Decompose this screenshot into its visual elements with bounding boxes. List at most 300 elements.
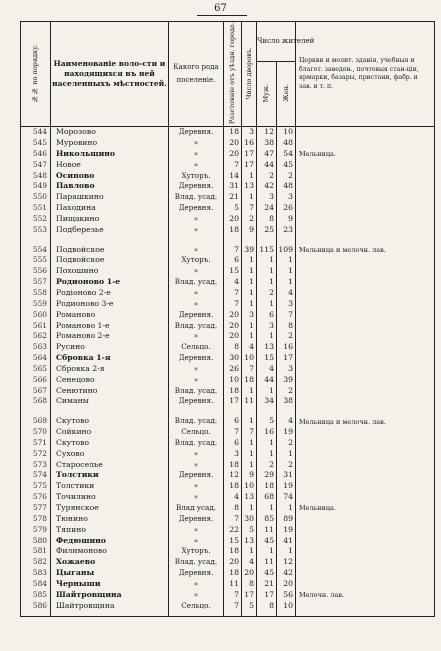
table-row bbox=[21, 438, 435, 449]
distance-value: 15 bbox=[224, 536, 242, 547]
notes-value: Мельница. bbox=[296, 149, 435, 160]
spacer-cell bbox=[277, 236, 296, 245]
households-value: 1 bbox=[242, 331, 257, 342]
notes-value bbox=[296, 353, 435, 364]
male-value: 68 bbox=[257, 492, 277, 503]
table-row bbox=[21, 386, 435, 397]
distance-value: 7 bbox=[224, 514, 242, 525]
female-value: 45 bbox=[277, 160, 296, 171]
header-male: Муж. bbox=[257, 61, 277, 126]
female-value: 2 bbox=[277, 386, 296, 397]
settlement-name: Романово 2-е bbox=[51, 331, 169, 342]
settlement-kind: Влад усад. bbox=[169, 503, 224, 514]
female-value: 20 bbox=[277, 579, 296, 590]
table-row bbox=[21, 460, 435, 471]
settlement-kind: Деревня. bbox=[169, 568, 224, 579]
end-cell bbox=[277, 611, 296, 617]
table-row bbox=[21, 557, 435, 568]
settlement-kind: » bbox=[169, 375, 224, 386]
table-row bbox=[21, 546, 435, 557]
female-value: 17 bbox=[277, 353, 296, 364]
female-value: 3 bbox=[277, 364, 296, 375]
households-value: 5 bbox=[242, 525, 257, 536]
settlement-name: Сухово bbox=[51, 449, 169, 460]
notes-value bbox=[296, 449, 435, 460]
settlement-kind: Хуторъ. bbox=[169, 171, 224, 182]
table-row bbox=[21, 590, 435, 601]
female-value: 8 bbox=[277, 321, 296, 332]
distance-value: 8 bbox=[224, 503, 242, 514]
header-notes: Церкви и молит. зданія, учебныя и благот. заведен., почтовыя стан-ціи, ярмарки, базары, пристани, фабр. и зав. и т. п. bbox=[296, 22, 435, 127]
settlement-kind: Хуторъ. bbox=[169, 255, 224, 266]
female-value: 16 bbox=[277, 342, 296, 353]
table-row bbox=[21, 255, 435, 266]
table-body bbox=[21, 127, 435, 617]
settlement-name: Паходина bbox=[51, 203, 169, 214]
table-row bbox=[21, 579, 435, 590]
settlement-name: Цыганы bbox=[51, 568, 169, 579]
table-row bbox=[21, 245, 435, 256]
row-number: 586 bbox=[21, 601, 51, 612]
table-row bbox=[21, 266, 435, 277]
row-number: 582 bbox=[21, 557, 51, 568]
settlements-table bbox=[20, 21, 435, 617]
settlement-name: Сойкино bbox=[51, 427, 169, 438]
settlement-name: Точилино bbox=[51, 492, 169, 503]
distance-value: 15 bbox=[224, 266, 242, 277]
settlement-kind: Сельцо. bbox=[169, 427, 224, 438]
row-number: 545 bbox=[21, 138, 51, 149]
end-cell bbox=[224, 611, 242, 617]
end-cell bbox=[21, 611, 51, 617]
distance-value: 11 bbox=[224, 579, 242, 590]
distance-value: 7 bbox=[224, 601, 242, 612]
row-number: 556 bbox=[21, 266, 51, 277]
spacer-cell bbox=[296, 407, 435, 416]
settlement-name: Морозово bbox=[51, 127, 169, 138]
notes-value bbox=[296, 601, 435, 612]
male-value: 15 bbox=[257, 353, 277, 364]
notes-value bbox=[296, 266, 435, 277]
table-row bbox=[21, 299, 435, 310]
end-cell bbox=[169, 611, 224, 617]
settlement-kind: » bbox=[169, 449, 224, 460]
notes-value bbox=[296, 438, 435, 449]
distance-value: 31 bbox=[224, 181, 242, 192]
male-value: 2 bbox=[257, 460, 277, 471]
distance-value: 30 bbox=[224, 353, 242, 364]
male-value: 4 bbox=[257, 364, 277, 375]
table-row bbox=[21, 503, 435, 514]
spacer-cell bbox=[51, 236, 169, 245]
settlement-name: Родіоново 2-е bbox=[51, 288, 169, 299]
row-number: 552 bbox=[21, 214, 51, 225]
female-value: 10 bbox=[277, 601, 296, 612]
end-cell bbox=[296, 611, 435, 617]
table-row bbox=[21, 427, 435, 438]
households-value: 4 bbox=[242, 342, 257, 353]
notes-value bbox=[296, 492, 435, 503]
male-value: 34 bbox=[257, 396, 277, 407]
female-value: 109 bbox=[277, 245, 296, 256]
settlement-kind: « bbox=[169, 525, 224, 536]
male-value: 2 bbox=[257, 288, 277, 299]
notes-value bbox=[296, 203, 435, 214]
settlement-name: Осипово bbox=[51, 171, 169, 182]
households-value: 2 bbox=[242, 214, 257, 225]
notes-value bbox=[296, 181, 435, 192]
settlement-name: Сенецово bbox=[51, 375, 169, 386]
settlement-kind: Хуторъ. bbox=[169, 546, 224, 557]
settlement-name: Романово bbox=[51, 310, 169, 321]
table-row bbox=[21, 127, 435, 138]
male-value: 21 bbox=[257, 579, 277, 590]
spacer-cell bbox=[242, 236, 257, 245]
spacer-cell bbox=[21, 407, 51, 416]
households-value: 1 bbox=[242, 255, 257, 266]
notes-value bbox=[296, 557, 435, 568]
female-value: 3 bbox=[277, 192, 296, 203]
settlement-name: Родионово 1-е bbox=[51, 277, 169, 288]
table-row bbox=[21, 331, 435, 342]
notes-value bbox=[296, 568, 435, 579]
male-value: 47 bbox=[257, 149, 277, 160]
spacer-cell bbox=[21, 236, 51, 245]
row-spacer bbox=[21, 407, 435, 416]
settlement-name: Староселье bbox=[51, 460, 169, 471]
distance-value: 12 bbox=[224, 470, 242, 481]
distance-value: 6 bbox=[224, 416, 242, 427]
settlement-name: Сбровка 1-я bbox=[51, 353, 169, 364]
table-row bbox=[21, 601, 435, 612]
spacer-cell bbox=[169, 236, 224, 245]
distance-value: 6 bbox=[224, 255, 242, 266]
header-population: Число жителей bbox=[257, 22, 296, 62]
row-number: 555 bbox=[21, 255, 51, 266]
header-name: Наименованіе воло-сти и находящихся въ ней населенныхъ мѣстностей. bbox=[51, 22, 169, 127]
table-row bbox=[21, 310, 435, 321]
settlement-name: Толстики bbox=[51, 470, 169, 481]
spacer-cell bbox=[257, 407, 277, 416]
female-value: 42 bbox=[277, 568, 296, 579]
table-row bbox=[21, 396, 435, 407]
female-value: 4 bbox=[277, 416, 296, 427]
row-number: 575 bbox=[21, 481, 51, 492]
row-number: 553 bbox=[21, 225, 51, 236]
distance-value: 26 bbox=[224, 364, 242, 375]
settlement-name: Парашкино bbox=[51, 192, 169, 203]
spacer-cell bbox=[296, 236, 435, 245]
distance-value: 14 bbox=[224, 171, 242, 182]
settlement-name: Подберезье bbox=[51, 225, 169, 236]
male-value: 115 bbox=[257, 245, 277, 256]
female-value: 23 bbox=[277, 225, 296, 236]
header-number: №№ по порядку. bbox=[21, 22, 51, 127]
row-number: 583 bbox=[21, 568, 51, 579]
row-number: 546 bbox=[21, 149, 51, 160]
row-number: 558 bbox=[21, 288, 51, 299]
row-number: 578 bbox=[21, 514, 51, 525]
households-value: 1 bbox=[242, 386, 257, 397]
households-value: 8 bbox=[242, 579, 257, 590]
table-row bbox=[21, 536, 435, 547]
row-number: 564 bbox=[21, 353, 51, 364]
header-distance: Разстояніе отъ уѣздн. города. bbox=[224, 22, 242, 127]
male-value: 8 bbox=[257, 601, 277, 612]
households-value: 7 bbox=[242, 364, 257, 375]
distance-value: 6 bbox=[224, 438, 242, 449]
header-female: Жен. bbox=[277, 61, 296, 126]
households-value: 1 bbox=[242, 299, 257, 310]
distance-value: 20 bbox=[224, 138, 242, 149]
settlement-kind: Влад. усад. bbox=[169, 386, 224, 397]
settlement-name: Шайтровщина bbox=[51, 601, 169, 612]
female-value: 1 bbox=[277, 255, 296, 266]
settlement-name: Подвойское bbox=[51, 245, 169, 256]
row-number: 567 bbox=[21, 386, 51, 397]
female-value: 7 bbox=[277, 310, 296, 321]
table-row bbox=[21, 171, 435, 182]
households-value: 1 bbox=[242, 449, 257, 460]
settlement-kind: Влад. усад. bbox=[169, 277, 224, 288]
distance-value: 7 bbox=[224, 590, 242, 601]
notes-value bbox=[296, 192, 435, 203]
settlement-name: Турянское bbox=[51, 503, 169, 514]
settlement-kind: Влад. усад. bbox=[169, 416, 224, 427]
households-value: 13 bbox=[242, 181, 257, 192]
settlement-kind: Влад. усад. bbox=[169, 321, 224, 332]
households-value: 1 bbox=[242, 277, 257, 288]
page-number-rule bbox=[197, 15, 247, 16]
notes-value bbox=[296, 310, 435, 321]
male-value: 45 bbox=[257, 536, 277, 547]
row-number: 577 bbox=[21, 503, 51, 514]
settlement-kind: Деревня. bbox=[169, 203, 224, 214]
male-value: 24 bbox=[257, 203, 277, 214]
row-number: 568 bbox=[21, 396, 51, 407]
settlement-kind: » bbox=[169, 460, 224, 471]
table-row bbox=[21, 470, 435, 481]
male-value: 45 bbox=[257, 568, 277, 579]
spacer-cell bbox=[257, 236, 277, 245]
households-value: 17 bbox=[242, 590, 257, 601]
settlement-name: Никольщино bbox=[51, 149, 169, 160]
distance-value: 20 bbox=[224, 310, 242, 321]
row-number: 554 bbox=[21, 245, 51, 256]
households-value: 5 bbox=[242, 601, 257, 612]
notes-value bbox=[296, 396, 435, 407]
distance-value: 20 bbox=[224, 149, 242, 160]
row-number: 551 bbox=[21, 203, 51, 214]
female-value: 2 bbox=[277, 438, 296, 449]
row-number: 565 bbox=[21, 364, 51, 375]
households-value: 3 bbox=[242, 127, 257, 138]
settlement-kind: » bbox=[169, 149, 224, 160]
notes-value bbox=[296, 546, 435, 557]
female-value: 19 bbox=[277, 427, 296, 438]
table-row bbox=[21, 568, 435, 579]
female-value: 1 bbox=[277, 277, 296, 288]
header-households: Число дворовъ. bbox=[242, 22, 257, 127]
settlement-kind: » bbox=[169, 331, 224, 342]
notes-value bbox=[296, 277, 435, 288]
table-row bbox=[21, 514, 435, 525]
male-value: 1 bbox=[257, 255, 277, 266]
notes-value bbox=[296, 481, 435, 492]
settlement-kind: Деревня. bbox=[169, 127, 224, 138]
table-row bbox=[21, 364, 435, 375]
table-row bbox=[21, 192, 435, 203]
female-value: 1 bbox=[277, 266, 296, 277]
male-value: 44 bbox=[257, 160, 277, 171]
households-value: 10 bbox=[242, 353, 257, 364]
female-value: 48 bbox=[277, 181, 296, 192]
settlement-name: Русино bbox=[51, 342, 169, 353]
distance-value: 7 bbox=[224, 245, 242, 256]
spacer-cell bbox=[169, 407, 224, 416]
notes-value bbox=[296, 386, 435, 397]
households-value: 10 bbox=[242, 481, 257, 492]
female-value: 12 bbox=[277, 557, 296, 568]
male-value: 1 bbox=[257, 546, 277, 557]
male-value: 17 bbox=[257, 590, 277, 601]
settlement-name: Хожаево bbox=[51, 557, 169, 568]
settlement-kind: Сельцо. bbox=[169, 601, 224, 612]
households-value: 1 bbox=[242, 266, 257, 277]
settlement-name: Павлово bbox=[51, 181, 169, 192]
row-number: 571 bbox=[21, 438, 51, 449]
settlement-kind: Деревня. bbox=[169, 353, 224, 364]
settlement-kind: » bbox=[169, 138, 224, 149]
settlement-name: Черныши bbox=[51, 579, 169, 590]
row-number: 549 bbox=[21, 181, 51, 192]
end-cell bbox=[51, 611, 169, 617]
households-value: 1 bbox=[242, 503, 257, 514]
settlement-kind: Деревня. bbox=[169, 470, 224, 481]
table-row bbox=[21, 525, 435, 536]
distance-value: 10 bbox=[224, 375, 242, 386]
spacer-cell bbox=[242, 407, 257, 416]
row-number: 563 bbox=[21, 342, 51, 353]
spacer-cell bbox=[51, 407, 169, 416]
notes-value bbox=[296, 321, 435, 332]
distance-value: 5 bbox=[224, 203, 242, 214]
end-cell bbox=[242, 611, 257, 617]
male-value: 85 bbox=[257, 514, 277, 525]
row-number: 581 bbox=[21, 546, 51, 557]
table-row bbox=[21, 449, 435, 460]
notes-value: Мелочн. лав. bbox=[296, 590, 435, 601]
settlement-name: Тюнино bbox=[51, 514, 169, 525]
settlement-name: Романово 1-е bbox=[51, 321, 169, 332]
settlement-kind: Сельцо. bbox=[169, 342, 224, 353]
male-value: 13 bbox=[257, 342, 277, 353]
settlement-kind: » bbox=[169, 160, 224, 171]
settlement-name: Толстики bbox=[51, 481, 169, 492]
distance-value: 21 bbox=[224, 192, 242, 203]
settlement-name: Сенютино bbox=[51, 386, 169, 397]
male-value: 5 bbox=[257, 416, 277, 427]
households-value: 1 bbox=[242, 546, 257, 557]
female-value: 41 bbox=[277, 536, 296, 547]
distance-value: 20 bbox=[224, 321, 242, 332]
settlement-name: Филимоново bbox=[51, 546, 169, 557]
female-value: 9 bbox=[277, 214, 296, 225]
notes-value bbox=[296, 299, 435, 310]
settlement-kind: » bbox=[169, 590, 224, 601]
settlement-kind: » bbox=[169, 299, 224, 310]
male-value: 44 bbox=[257, 375, 277, 386]
female-value: 1 bbox=[277, 503, 296, 514]
row-number: 570 bbox=[21, 427, 51, 438]
table-row bbox=[21, 277, 435, 288]
settlement-name: Родионово 3-е bbox=[51, 299, 169, 310]
row-number: 562 bbox=[21, 331, 51, 342]
distance-value: 18 bbox=[224, 386, 242, 397]
table-row bbox=[21, 353, 435, 364]
households-value: 13 bbox=[242, 492, 257, 503]
distance-value: 3 bbox=[224, 449, 242, 460]
female-value: 74 bbox=[277, 492, 296, 503]
settlement-kind: Влад. усад. bbox=[169, 438, 224, 449]
male-value: 16 bbox=[257, 427, 277, 438]
distance-value: 18 bbox=[224, 481, 242, 492]
distance-value: 18 bbox=[224, 127, 242, 138]
distance-value: 7 bbox=[224, 427, 242, 438]
female-value: 56 bbox=[277, 590, 296, 601]
row-number: 561 bbox=[21, 321, 51, 332]
male-value: 38 bbox=[257, 138, 277, 149]
notes-value bbox=[296, 138, 435, 149]
row-number: 584 bbox=[21, 579, 51, 590]
female-value: 54 bbox=[277, 149, 296, 160]
households-value: 17 bbox=[242, 160, 257, 171]
table-row bbox=[21, 416, 435, 427]
female-value: 3 bbox=[277, 299, 296, 310]
settlement-name: Сбровка 2-я bbox=[51, 364, 169, 375]
distance-value: 17 bbox=[224, 396, 242, 407]
notes-value bbox=[296, 579, 435, 590]
row-number: 560 bbox=[21, 310, 51, 321]
households-value: 17 bbox=[242, 149, 257, 160]
notes-value bbox=[296, 427, 435, 438]
male-value: 29 bbox=[257, 470, 277, 481]
distance-value: 18 bbox=[224, 225, 242, 236]
row-number: 580 bbox=[21, 536, 51, 547]
table-row bbox=[21, 342, 435, 353]
settlement-name: Муровино bbox=[51, 138, 169, 149]
table-row bbox=[21, 481, 435, 492]
male-value: 11 bbox=[257, 525, 277, 536]
settlement-kind: » bbox=[169, 245, 224, 256]
settlement-kind: « bbox=[169, 536, 224, 547]
row-number: 573 bbox=[21, 460, 51, 471]
notes-value bbox=[296, 460, 435, 471]
female-value: 4 bbox=[277, 288, 296, 299]
female-value: 2 bbox=[277, 171, 296, 182]
table-row bbox=[21, 181, 435, 192]
settlement-kind: Деревня. bbox=[169, 310, 224, 321]
settlement-kind: » bbox=[169, 364, 224, 375]
notes-value bbox=[296, 331, 435, 342]
row-number: 569 bbox=[21, 416, 51, 427]
female-value: 48 bbox=[277, 138, 296, 149]
households-value: 1 bbox=[242, 321, 257, 332]
notes-value bbox=[296, 160, 435, 171]
notes-value bbox=[296, 470, 435, 481]
distance-value: 18 bbox=[224, 460, 242, 471]
distance-value: 8 bbox=[224, 342, 242, 353]
